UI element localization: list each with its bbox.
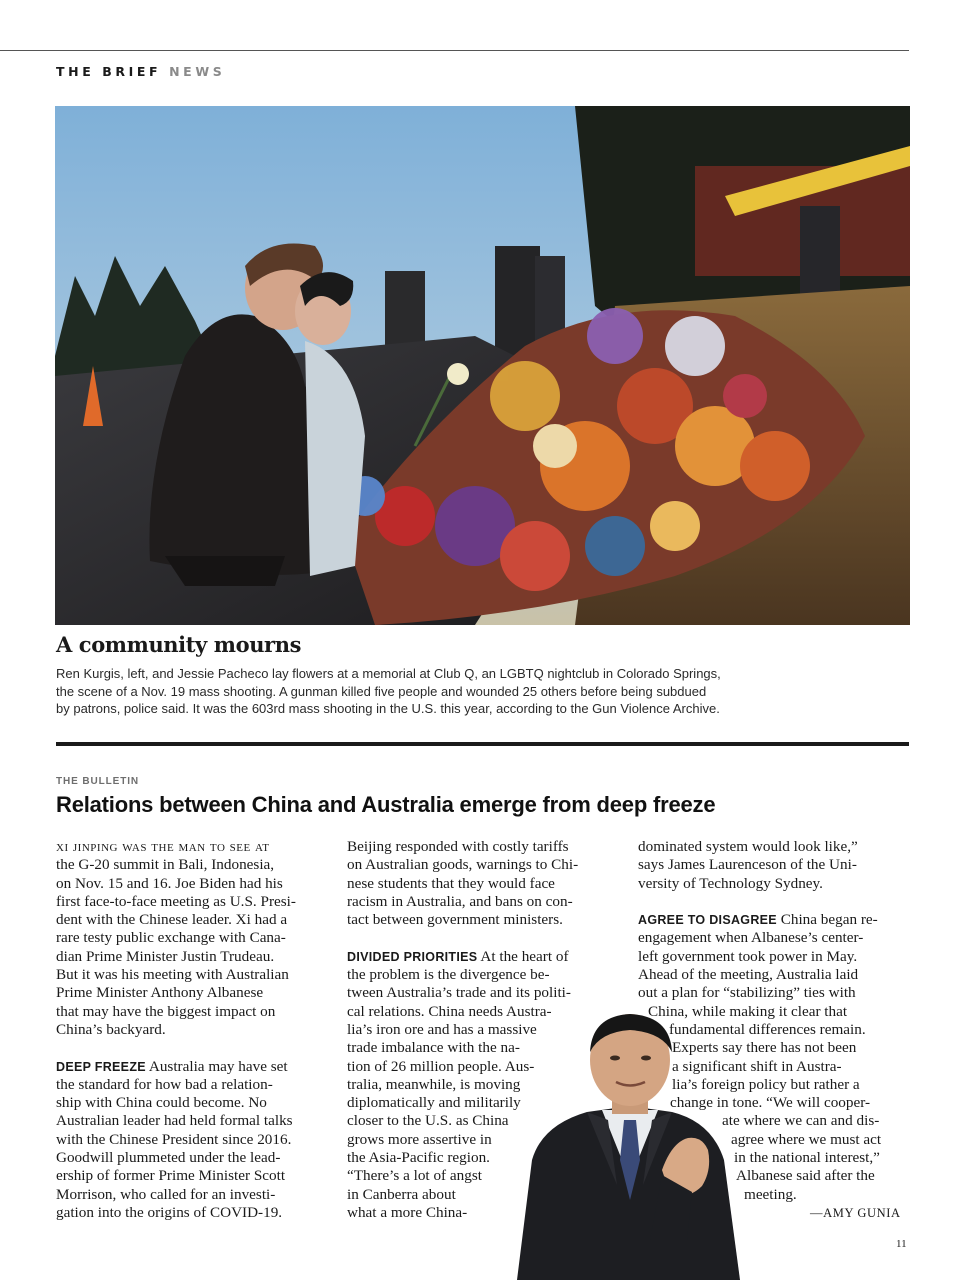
text-line: China, while making it clear that — [648, 1002, 848, 1020]
text-line: cal relations. China needs Austra- — [347, 1002, 552, 1020]
caption-title: A community mourns — [56, 632, 302, 657]
text-line: Experts say there has not been — [672, 1039, 857, 1057]
text-line: dian Prime Minister Justin Trudeau. — [56, 947, 275, 965]
text-line: nese students that they would face — [347, 874, 555, 892]
caption-line: Ren Kurgis, left, and Jessie Pacheco lay flowers at a memorial at Club Q, an LGBTQ nightclub in Colorado Springs, — [56, 666, 721, 681]
brief-label: THE BRIEF — [56, 64, 162, 79]
text-line: Albanese said after the — [736, 1167, 875, 1185]
text-line: the G-20 summit in Bali, Indonesia, — [56, 856, 275, 874]
text-line: Australian leader had held formal talks — [56, 1112, 293, 1130]
text-line: China began re- — [776, 911, 878, 929]
text-line: a significant shift in Austra- — [672, 1057, 842, 1075]
article-kicker: THE BULLETIN — [56, 776, 140, 787]
memorial-photo — [55, 106, 910, 625]
text-line: At the heart of — [477, 947, 569, 965]
text-line: meeting. — [744, 1185, 797, 1203]
text-line: in the national interest,” — [734, 1149, 880, 1167]
text-line: out a plan for “stabilizing” ties with — [638, 984, 856, 1002]
page-number: 11 — [896, 1238, 907, 1250]
text-line: diplomatically and militarily — [347, 1094, 521, 1112]
top-rule — [0, 50, 909, 51]
text-line: ship with China could become. No — [56, 1094, 267, 1112]
text-line: gation into the origins of COVID-19. — [56, 1203, 283, 1221]
subhead-agree-to-disagree: AGREE TO DISAGREE — [638, 913, 777, 928]
byline: —AMY GUNIA — [810, 1206, 901, 1220]
portrait-cutout — [512, 1010, 748, 1280]
text-line: on Australian goods, warnings to Chi- — [347, 856, 579, 874]
text-line: trade imbalance with the na- — [347, 1039, 520, 1057]
subhead-divided-priorities: DIVIDED PRIORITIES — [347, 949, 478, 964]
text-line: versity of Technology Sydney. — [638, 874, 823, 892]
text-line: tralia, meanwhile, is moving — [347, 1075, 521, 1093]
text-line: Australia may have set — [145, 1057, 288, 1075]
text-line: closer to the U.S. as China — [347, 1112, 509, 1130]
text-line: rare testy public exchange with Cana- — [56, 929, 286, 947]
text-line: left government took power in May. — [638, 947, 858, 965]
article-column-1 — [56, 838, 331, 1222]
text-line: grows more assertive in — [347, 1130, 492, 1148]
text-line: the Asia-Pacific region. — [347, 1149, 490, 1167]
text-line: what a more China- — [347, 1203, 468, 1221]
caption-body — [56, 665, 796, 718]
text-line: China’s backyard. — [56, 1020, 166, 1038]
section-divider — [56, 742, 909, 746]
text-line: dominated system would look like,” — [638, 838, 858, 855]
text-line: racism in Australia, and bans on con- — [347, 892, 573, 910]
text-line: Ahead of the meeting, Australia laid — [638, 966, 859, 984]
subhead-deep-freeze: DEEP FREEZE — [56, 1059, 146, 1074]
caption-line: by patrons, police said. It was the 603rd mass shooting in the U.S. this year, according to the Gun Violence Archive. — [56, 701, 720, 716]
section-label — [56, 64, 225, 79]
text-line: ate where we can and dis- — [722, 1112, 880, 1130]
text-line: with the Chinese President since 2016. — [56, 1130, 292, 1148]
caption-line: the scene of a Nov. 19 mass shooting. A gunman killed five people and wounded 25 others before being subdued — [56, 683, 707, 699]
text-line: dent with the Chinese leader. Xi had a — [56, 911, 288, 929]
lead-in: xi jinping was the man to see at — [56, 838, 270, 855]
text-line: Beijing responded with costly tariffs — [347, 838, 569, 855]
text-line: But it was his meeting with Australian — [56, 966, 289, 984]
text-line: ership of former Prime Minister Scott — [56, 1167, 286, 1185]
text-line: in Canberra about — [347, 1185, 456, 1203]
text-line: tween Australia’s trade and its politi- — [347, 984, 571, 1002]
text-line: says James Laurenceson of the Uni- — [638, 856, 857, 874]
text-line: Morrison, who called for an investi- — [56, 1185, 276, 1203]
text-line: first face-to-face meeting as U.S. Presi- — [56, 892, 296, 910]
text-line: lia’s iron ore and has a massive — [347, 1020, 537, 1038]
text-line: Prime Minister Anthony Albanese — [56, 984, 264, 1002]
text-line: on Nov. 15 and 16. Joe Biden had his — [56, 874, 283, 892]
article-headline: Relations between China and Australia emerge from deep freeze — [56, 792, 716, 817]
text-line: engagement when Albanese’s center- — [638, 929, 864, 947]
text-line: change in tone. “We will cooper- — [670, 1094, 871, 1112]
text-line: tion of 26 million people. Aus- — [347, 1057, 535, 1075]
text-line: tact between government ministers. — [347, 911, 563, 929]
text-line: Goodwill plummeted under the lead- — [56, 1149, 281, 1167]
text-line: the standard for how bad a relation- — [56, 1075, 273, 1093]
text-line: the problem is the divergence be- — [347, 966, 550, 984]
news-label: NEWS — [169, 64, 226, 79]
text-line: “There’s a lot of angst — [347, 1167, 482, 1185]
text-line: that may have the biggest impact on — [56, 1002, 276, 1020]
text-line: lia’s foreign policy but rather a — [672, 1075, 860, 1093]
text-line: fundamental differences remain. — [669, 1020, 866, 1038]
text-line: agree where we must act — [731, 1130, 882, 1148]
